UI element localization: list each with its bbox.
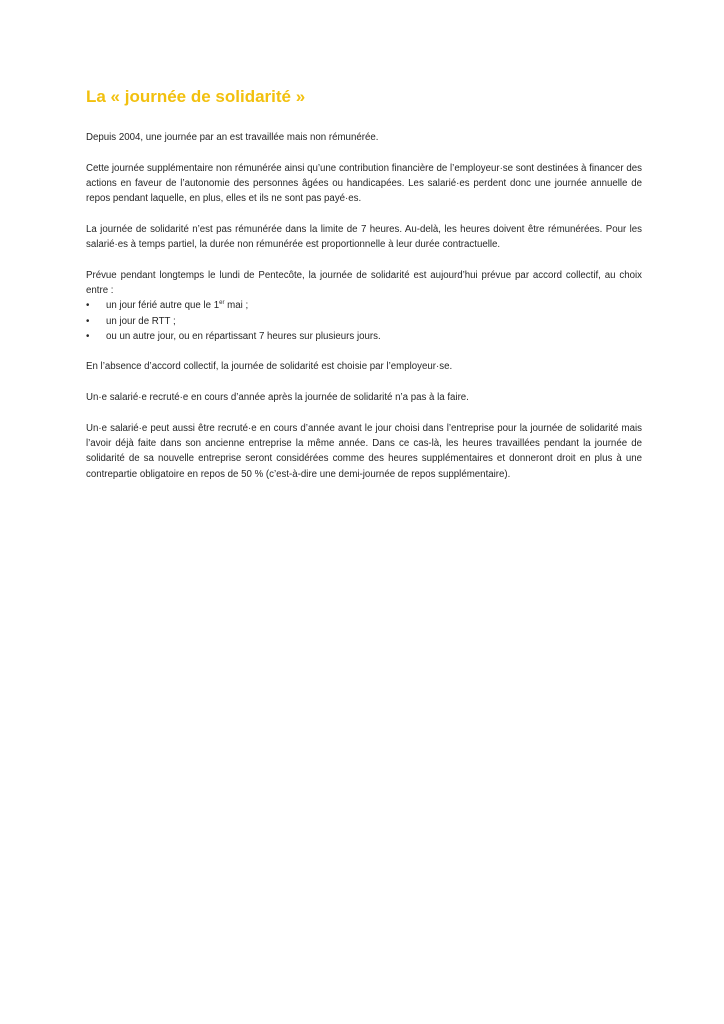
document-content — [86, 86, 642, 497]
list-item-text: un jour de RTT ; — [106, 315, 176, 327]
paragraph-choice: Prévue pendant longtemps le lundi de Pentecôte, la journée de solidarité est aujourd’hui prévue par accord collectif, au choix entre : — [86, 269, 642, 296]
list-item-text: ou un autre jour, ou en répartissant 7 heures sur plusieurs jours. — [106, 330, 381, 342]
page-title: La « journée de solidarité » — [86, 87, 306, 106]
bullet-marker: • — [86, 300, 90, 312]
list-item — [86, 298, 642, 313]
bullet-marker: • — [86, 330, 90, 342]
list-item — [86, 314, 642, 329]
paragraph-intro: Depuis 2004, une journée par an est travaillée mais non rémunérée. — [86, 132, 379, 143]
options-list — [86, 298, 642, 344]
list-item-text: mai ; — [224, 300, 249, 312]
bullet-marker: • — [86, 315, 90, 327]
paragraph-recruited-before: Un·e salarié·e peut aussi être recruté·e en cours d’année avant le jour choisi dans l’entreprise pour la journée de solidarité mais l’avoir déjà faite dans son ancienne entreprise la même année. Dans ce cas-là, les heures travaillées pendant la journée de solidarité de sa nouvelle entreprise seront considérées comme des heures supplémentaires et donneront droit en plus à une contrepartie obligatoire en repos de 50 % (c’est-à-dire une demi-journée de repos supplémentaire). — [86, 422, 642, 480]
list-item-text: un jour férié autre que le 1 — [106, 300, 220, 312]
paragraph-financing: Cette journée supplémentaire non rémunérée ainsi qu’une contribution financière de l’employeur·se sont destinées à financer des actions en faveur de l’autonomie des personnes âgées ou handicapées. Les salarié·es perdent donc une journée annuelle de repos pendant laquelle, en plus, elles et ils ne sont pas payé·es. — [86, 162, 642, 205]
paragraph-recruited-after: Un·e salarié·e recruté·e en cours d’année après la journée de solidarité n’a pas à la faire. — [86, 392, 469, 404]
paragraph-hours: La journée de solidarité n’est pas rémunérée dans la limite de 7 heures. Au-delà, les heures doivent être rémunérées. Pour les salarié·es à temps partiel, la durée non rémunérée est proportionnelle à leur durée contractuelle. — [86, 223, 642, 251]
superscript: er — [219, 300, 225, 307]
list-item — [86, 329, 642, 344]
paragraph-no-agreement: En l’absence d’accord collectif, la journée de solidarité est choisie par l’employeur·se. — [86, 361, 453, 373]
